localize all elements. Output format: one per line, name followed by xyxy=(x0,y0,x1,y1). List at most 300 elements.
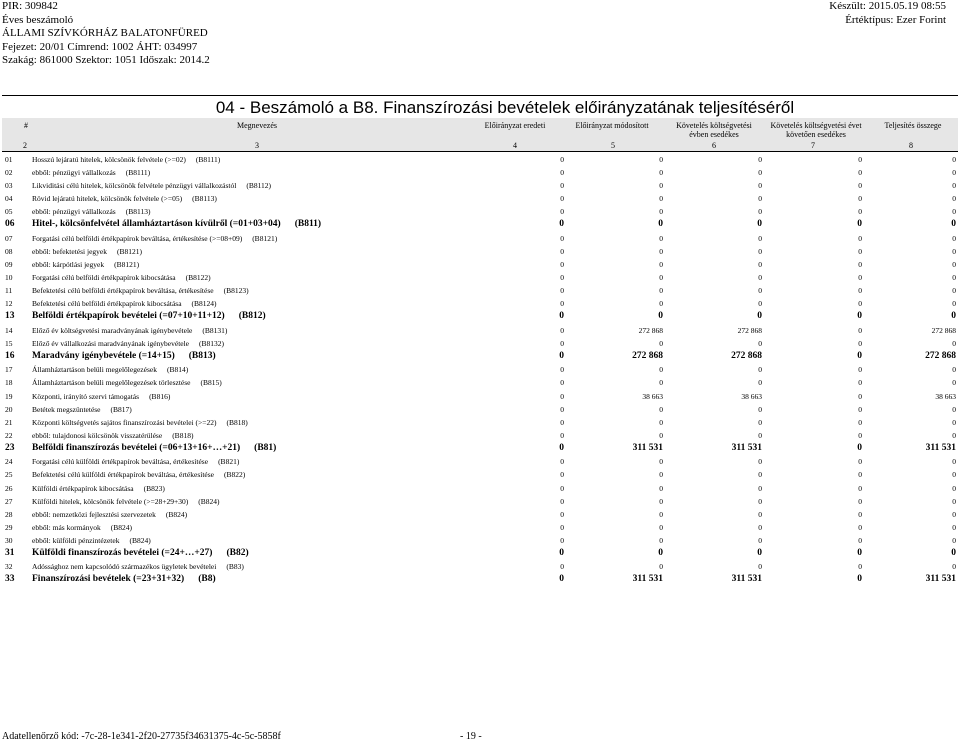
row-number: 24 xyxy=(5,457,13,467)
table-row xyxy=(2,297,958,310)
value-original: 0 xyxy=(560,246,564,256)
row-code: (B8122) xyxy=(185,273,211,283)
value-due-this-year: 0 xyxy=(758,522,762,532)
value-due-this-year: 0 xyxy=(757,548,762,558)
row-code: (B823) xyxy=(143,483,165,493)
row-label: Befektetési célú belföldi értékpapírok beváltása, értékesítése xyxy=(32,286,214,296)
value-fulfilled: 0 xyxy=(952,194,956,204)
col-header-due-this-year: Követelés költségvetési évben esedékes xyxy=(676,121,752,139)
row-number: 25 xyxy=(5,470,13,480)
report-header-right xyxy=(829,0,946,27)
row-code: (B81) xyxy=(254,442,277,453)
table-row xyxy=(2,337,958,350)
row-number: 22 xyxy=(5,430,13,440)
value-original: 0 xyxy=(560,417,564,427)
value-due-this-year: 0 xyxy=(758,404,762,414)
row-label: ebből: más kormányok xyxy=(32,522,101,532)
value-due-this-year: 0 xyxy=(758,194,762,204)
value-original: 0 xyxy=(560,430,564,440)
row-label: Államháztartáson belüli megelőlegezések törlesztése xyxy=(32,378,191,388)
value-due-later: 0 xyxy=(858,404,862,414)
value-fulfilled: 0 xyxy=(952,233,956,243)
value-original: 0 xyxy=(559,351,564,361)
row-number: 13 xyxy=(5,311,15,322)
col-header-name: Megnevezés xyxy=(237,121,277,130)
value-original: 0 xyxy=(560,522,564,532)
value-due-later: 0 xyxy=(858,338,862,348)
col-header-number: # xyxy=(24,121,28,130)
row-code: (B82) xyxy=(226,548,249,558)
row-code: (B83) xyxy=(226,562,244,572)
row-code: (B822) xyxy=(224,470,246,480)
value-fulfilled: 311 531 xyxy=(925,574,956,585)
row-label: ebből: pénzügyi vállalkozás xyxy=(32,168,116,178)
table-row xyxy=(2,153,958,166)
value-fulfilled: 0 xyxy=(952,365,956,375)
row-code: (B8111) xyxy=(125,168,151,178)
report-type-line: Éves beszámoló xyxy=(2,13,74,26)
institution-line: ÁLLAMI SZÍVKÓRHÁZ BALATONFÜRED xyxy=(2,27,208,39)
created-line: Készült: 2015.05.19 08:55 xyxy=(829,0,946,12)
value-fulfilled: 0 xyxy=(952,181,956,191)
value-fulfilled: 272 868 xyxy=(931,325,956,335)
value-due-this-year: 38 663 xyxy=(741,391,762,401)
col-number-2: 2 xyxy=(23,141,27,150)
row-code: (B8123) xyxy=(223,286,249,296)
row-code: (B824) xyxy=(129,535,151,545)
report-title: 04 - Beszámoló a B8. Finanszírozási bevételek előirányzatának teljesítéséről xyxy=(215,98,795,117)
row-code: (B8112) xyxy=(246,181,272,191)
value-fulfilled: 0 xyxy=(952,404,956,414)
row-label: Hosszú lejáratú hitelek, kölcsönök felvétele (>=02) xyxy=(32,155,186,164)
value-fulfilled: 0 xyxy=(952,168,956,178)
value-modified: 0 xyxy=(659,246,663,256)
col-header-due-later: Követelés költségvetési évet követően esedékes xyxy=(770,121,862,139)
value-due-this-year: 0 xyxy=(758,155,762,164)
value-fulfilled: 311 531 xyxy=(925,442,956,453)
row-code: (B814) xyxy=(166,365,189,375)
value-modified: 0 xyxy=(659,535,663,545)
value-fulfilled: 0 xyxy=(951,219,956,230)
table-row xyxy=(2,232,958,245)
value-original: 0 xyxy=(560,155,564,164)
value-fulfilled: 0 xyxy=(952,535,956,545)
value-due-this-year: 0 xyxy=(758,299,762,309)
value-due-later: 0 xyxy=(858,155,862,164)
value-fulfilled: 0 xyxy=(952,273,956,283)
value-due-later: 0 xyxy=(858,181,862,191)
value-due-later: 0 xyxy=(858,483,862,493)
value-modified: 272 868 xyxy=(638,325,663,335)
row-label: Külföldi értékpapírok kibocsátása xyxy=(32,483,134,493)
chapter-line: Fejezet: 20/01 Címrend: 1002 ÁHT: 034997 xyxy=(2,40,198,53)
value-original: 0 xyxy=(560,286,564,296)
value-type-line: Értéktípus: Ezer Forint xyxy=(845,13,946,26)
value-original: 0 xyxy=(560,404,564,414)
col-number-6: 6 xyxy=(712,141,716,150)
value-due-later: 0 xyxy=(858,522,862,532)
value-fulfilled: 0 xyxy=(952,338,956,348)
row-code: (B821) xyxy=(218,457,240,467)
table-row xyxy=(2,442,958,455)
row-label: ebből: tulajdonosi kölcsönök visszatérülése xyxy=(32,430,163,440)
row-number: 12 xyxy=(5,299,13,309)
value-due-later: 0 xyxy=(858,233,862,243)
value-modified: 0 xyxy=(659,522,663,532)
row-code: (B824) xyxy=(198,496,220,506)
value-modified: 0 xyxy=(659,260,663,270)
row-number: 04 xyxy=(5,194,13,204)
col-header-modified: Előirányzat módosított xyxy=(575,121,649,130)
page-number: - 19 - xyxy=(460,731,482,742)
value-due-this-year: 272 868 xyxy=(731,351,762,361)
table-row xyxy=(2,390,958,403)
row-number: 17 xyxy=(5,365,13,375)
row-label: Központi, irányító szervi támogatás xyxy=(32,391,140,401)
value-fulfilled: 38 663 xyxy=(935,391,956,401)
value-due-later: 0 xyxy=(858,286,862,296)
value-due-this-year: 0 xyxy=(758,168,762,178)
row-label: Rövid lejáratú hitelek, kölcsönök felvétele (>=05) xyxy=(32,194,183,204)
row-number: 26 xyxy=(5,483,13,493)
row-code: (B815) xyxy=(200,378,222,388)
value-modified: 0 xyxy=(659,483,663,493)
table-row xyxy=(2,416,958,429)
table-row xyxy=(2,350,958,363)
value-original: 0 xyxy=(559,548,564,558)
table-row xyxy=(2,508,958,521)
table-row xyxy=(2,534,958,547)
value-original: 0 xyxy=(560,260,564,270)
value-original: 0 xyxy=(560,168,564,178)
table-row xyxy=(2,284,958,297)
row-number: 10 xyxy=(5,273,13,283)
row-code: (B8113) xyxy=(125,207,151,217)
col-number-7: 7 xyxy=(811,141,815,150)
row-code: (B818) xyxy=(226,417,248,427)
value-due-this-year: 0 xyxy=(758,562,762,572)
value-modified: 0 xyxy=(659,430,663,440)
value-fulfilled: 0 xyxy=(952,299,956,309)
row-code: (B824) xyxy=(110,522,132,532)
value-fulfilled: 0 xyxy=(952,246,956,256)
value-due-later: 0 xyxy=(858,496,862,506)
row-code: (B8111) xyxy=(195,155,221,164)
table-row xyxy=(2,310,958,323)
table-row xyxy=(2,455,958,468)
value-due-later: 0 xyxy=(857,219,862,230)
value-due-later: 0 xyxy=(858,562,862,572)
row-label: ebből: befektetési jegyek xyxy=(32,246,107,256)
table-row xyxy=(2,258,958,271)
row-label: Előző év költségvetési maradványának igénybevétele xyxy=(32,325,193,335)
value-fulfilled: 0 xyxy=(952,562,956,572)
value-fulfilled: 0 xyxy=(952,286,956,296)
data-table xyxy=(2,151,958,587)
row-code: (B816) xyxy=(149,391,171,401)
value-fulfilled: 0 xyxy=(952,207,956,217)
value-fulfilled: 0 xyxy=(952,378,956,388)
value-modified: 311 531 xyxy=(632,442,663,453)
value-modified: 0 xyxy=(659,562,663,572)
value-due-later: 0 xyxy=(858,246,862,256)
row-label: Forgatási célú belföldi értékpapírok kibocsátása xyxy=(32,273,176,283)
value-modified: 0 xyxy=(659,273,663,283)
value-due-later: 0 xyxy=(858,325,862,335)
row-code: (B818) xyxy=(172,430,194,440)
table-row xyxy=(2,218,958,231)
value-modified: 38 663 xyxy=(642,391,663,401)
col-number-8: 8 xyxy=(909,141,913,150)
value-due-later: 0 xyxy=(858,457,862,467)
row-code: (B8131) xyxy=(202,325,228,335)
value-original: 0 xyxy=(560,338,564,348)
value-due-later: 0 xyxy=(858,273,862,283)
row-number: 18 xyxy=(5,378,13,388)
row-number: 33 xyxy=(5,574,15,585)
value-modified: 0 xyxy=(659,155,663,164)
value-due-this-year: 0 xyxy=(758,286,762,296)
value-modified: 0 xyxy=(659,496,663,506)
value-fulfilled: 0 xyxy=(952,496,956,506)
value-modified: 0 xyxy=(659,168,663,178)
value-due-this-year: 0 xyxy=(758,273,762,283)
value-due-later: 0 xyxy=(858,365,862,375)
value-due-this-year: 0 xyxy=(758,496,762,506)
table-row xyxy=(2,429,958,442)
value-original: 0 xyxy=(560,457,564,467)
value-original: 0 xyxy=(560,470,564,480)
row-number: 16 xyxy=(5,351,15,361)
value-modified: 0 xyxy=(659,299,663,309)
row-number: 27 xyxy=(5,496,13,506)
table-header xyxy=(2,118,958,152)
row-label: Befektetési célú belföldi értékpapírok kibocsátása xyxy=(32,299,182,309)
row-code: (B8113) xyxy=(192,194,217,204)
value-original: 0 xyxy=(560,509,564,519)
table-row xyxy=(2,179,958,192)
value-due-later: 0 xyxy=(858,378,862,388)
value-due-later: 0 xyxy=(858,194,862,204)
value-due-this-year: 311 531 xyxy=(731,574,762,585)
value-original: 0 xyxy=(560,181,564,191)
row-label: Finanszírozási bevételek (=23+31+32) xyxy=(32,574,185,585)
value-original: 0 xyxy=(559,442,564,453)
value-original: 0 xyxy=(560,378,564,388)
checksum-code: Adatellenőrző kód: -7c-28-1e341-2f20-27735f34631375-4c-5c-5858f xyxy=(2,731,281,742)
value-due-this-year: 0 xyxy=(758,483,762,493)
value-due-later: 0 xyxy=(858,430,862,440)
value-fulfilled: 0 xyxy=(951,548,956,558)
value-due-later: 0 xyxy=(858,207,862,217)
value-due-later: 0 xyxy=(857,548,862,558)
row-code: (B8132) xyxy=(199,338,225,348)
value-original: 0 xyxy=(560,233,564,243)
row-number: 09 xyxy=(5,260,13,270)
value-original: 0 xyxy=(560,365,564,375)
table-row xyxy=(2,271,958,284)
row-label: Forgatási célú külföldi értékpapírok beváltása, értékesítése xyxy=(32,457,209,467)
value-modified: 311 531 xyxy=(632,574,663,585)
value-modified: 0 xyxy=(659,417,663,427)
value-fulfilled: 0 xyxy=(952,417,956,427)
row-number: 20 xyxy=(5,404,13,414)
sector-line: Szakág: 861000 Szektor: 1051 Időszak: 2014.2 xyxy=(2,54,210,66)
value-due-later: 0 xyxy=(857,574,862,585)
table-row xyxy=(2,482,958,495)
row-label: Likviditási célú hitelek, kölcsönök felvétele pénzügyi vállalkozástól xyxy=(32,181,237,191)
value-original: 0 xyxy=(560,194,564,204)
value-fulfilled: 272 868 xyxy=(925,351,956,361)
row-label: Külföldi hitelek, kölcsönök felvétele (>=28+29+30) xyxy=(32,496,189,506)
col-header-original: Előirányzat eredeti xyxy=(484,121,546,130)
value-due-this-year: 0 xyxy=(758,246,762,256)
value-due-this-year: 0 xyxy=(758,207,762,217)
value-fulfilled: 0 xyxy=(952,509,956,519)
row-code: (B8124) xyxy=(191,299,217,309)
row-label: Külföldi finanszírozás bevételei (=24+…+27) xyxy=(32,548,213,558)
row-number: 21 xyxy=(5,417,13,427)
value-original: 0 xyxy=(560,207,564,217)
table-row xyxy=(2,573,958,586)
row-number: 14 xyxy=(5,325,13,335)
table-row xyxy=(2,403,958,416)
value-original: 0 xyxy=(560,535,564,545)
value-original: 0 xyxy=(560,562,564,572)
value-fulfilled: 0 xyxy=(952,155,956,164)
row-number: 05 xyxy=(5,207,13,217)
row-label: Adóssághoz nem kapcsolódó származékos ügyletek bevételei xyxy=(32,562,217,572)
table-row xyxy=(2,166,958,179)
value-fulfilled: 0 xyxy=(952,457,956,467)
title-top-rule xyxy=(2,95,958,96)
row-number: 08 xyxy=(5,246,13,256)
table-row xyxy=(2,521,958,534)
row-number: 07 xyxy=(5,233,13,243)
report-header-left xyxy=(2,0,210,68)
value-due-later: 0 xyxy=(858,168,862,178)
value-modified: 0 xyxy=(659,338,663,348)
row-code: (B824) xyxy=(165,509,188,519)
row-label: Hitel-, kölcsönfelvétel államháztartáson kívülről (=01+03+04) xyxy=(32,219,281,230)
row-code: (B8121) xyxy=(252,233,278,243)
value-modified: 0 xyxy=(659,365,663,375)
value-modified: 272 868 xyxy=(632,351,663,361)
row-number: 30 xyxy=(5,535,13,545)
row-number: 03 xyxy=(5,181,13,191)
value-due-this-year: 0 xyxy=(758,509,762,519)
value-due-this-year: 0 xyxy=(758,181,762,191)
value-due-later: 0 xyxy=(858,299,862,309)
pir-line: PIR: 309842 xyxy=(2,0,58,12)
value-due-this-year: 0 xyxy=(758,535,762,545)
value-fulfilled: 0 xyxy=(952,522,956,532)
value-original: 0 xyxy=(559,219,564,230)
row-number: 28 xyxy=(5,509,13,519)
value-modified: 0 xyxy=(659,207,663,217)
value-due-this-year: 0 xyxy=(758,338,762,348)
col-number-5: 5 xyxy=(611,141,615,150)
value-modified: 0 xyxy=(659,378,663,388)
row-label: Belföldi értékpapírok bevételei (=07+10+11+12) xyxy=(32,311,225,322)
table-row xyxy=(2,560,958,573)
row-label: ebből: kárpótlási jegyek xyxy=(32,260,105,270)
row-label: Befektetési célú külföldi értékpapírok beváltása, értékesítése xyxy=(32,470,215,480)
row-number: 32 xyxy=(5,562,13,572)
value-due-later: 0 xyxy=(857,442,862,453)
row-label: Maradvány igénybevétele (=14+15) xyxy=(32,351,175,361)
row-label: ebből: külföldi pénzintézetek xyxy=(32,535,120,545)
value-modified: 0 xyxy=(659,194,663,204)
value-modified: 0 xyxy=(658,219,663,230)
value-original: 0 xyxy=(560,391,564,401)
row-number: 23 xyxy=(5,442,15,453)
value-modified: 0 xyxy=(659,181,663,191)
col-number-3: 3 xyxy=(255,141,259,150)
value-due-this-year: 0 xyxy=(758,417,762,427)
row-label: Betétek megszüntetése xyxy=(32,404,101,414)
row-label: ebből: pénzügyi vállalkozás xyxy=(32,207,116,217)
value-modified: 0 xyxy=(659,233,663,243)
value-due-this-year: 0 xyxy=(758,365,762,375)
row-label: Államháztartáson belüli megelőlegezések xyxy=(32,365,157,375)
value-fulfilled: 0 xyxy=(952,483,956,493)
value-modified: 0 xyxy=(659,470,663,480)
table-row xyxy=(2,468,958,481)
value-modified: 0 xyxy=(659,286,663,296)
row-number: 11 xyxy=(5,286,13,296)
value-fulfilled: 0 xyxy=(952,470,956,480)
value-original: 0 xyxy=(560,273,564,283)
row-code: (B8121) xyxy=(114,260,140,270)
value-due-later: 0 xyxy=(858,509,862,519)
value-modified: 0 xyxy=(659,404,663,414)
value-fulfilled: 0 xyxy=(951,311,956,322)
row-number: 02 xyxy=(5,168,13,178)
table-row xyxy=(2,376,958,389)
value-modified: 0 xyxy=(658,548,663,558)
value-due-this-year: 0 xyxy=(758,430,762,440)
value-original: 0 xyxy=(559,574,564,585)
value-due-later: 0 xyxy=(858,470,862,480)
table-row xyxy=(2,192,958,205)
value-original: 0 xyxy=(560,483,564,493)
row-label: Belföldi finanszírozás bevételei (=06+13+16+…+21) xyxy=(32,442,241,453)
value-original: 0 xyxy=(560,496,564,506)
value-due-later: 0 xyxy=(858,417,862,427)
value-due-this-year: 0 xyxy=(758,457,762,467)
row-label: Előző év vállalkozási maradványának igénybevétele xyxy=(32,338,190,348)
value-fulfilled: 0 xyxy=(952,260,956,270)
row-code: (B812) xyxy=(238,311,266,322)
value-due-later: 0 xyxy=(858,535,862,545)
value-due-this-year: 311 531 xyxy=(731,442,762,453)
value-modified: 0 xyxy=(659,509,663,519)
row-label: ebből: nemzetközi fejlesztési szervezetek xyxy=(32,509,156,519)
row-number: 01 xyxy=(5,155,13,164)
row-number: 19 xyxy=(5,391,13,401)
value-modified: 0 xyxy=(659,457,663,467)
value-fulfilled: 0 xyxy=(952,430,956,440)
table-row xyxy=(2,495,958,508)
row-code: (B817) xyxy=(110,404,132,414)
row-label: Forgatási célú belföldi értékpapírok beváltása, értékesítése (>=08+09) xyxy=(32,233,243,243)
value-original: 0 xyxy=(560,325,564,335)
row-number: 15 xyxy=(5,338,13,348)
value-original: 0 xyxy=(560,299,564,309)
col-header-fulfilled: Teljesítés összege xyxy=(884,121,942,130)
row-label: Központi költségvetés sajátos finanszírozási bevételei (>=22) xyxy=(32,417,217,427)
